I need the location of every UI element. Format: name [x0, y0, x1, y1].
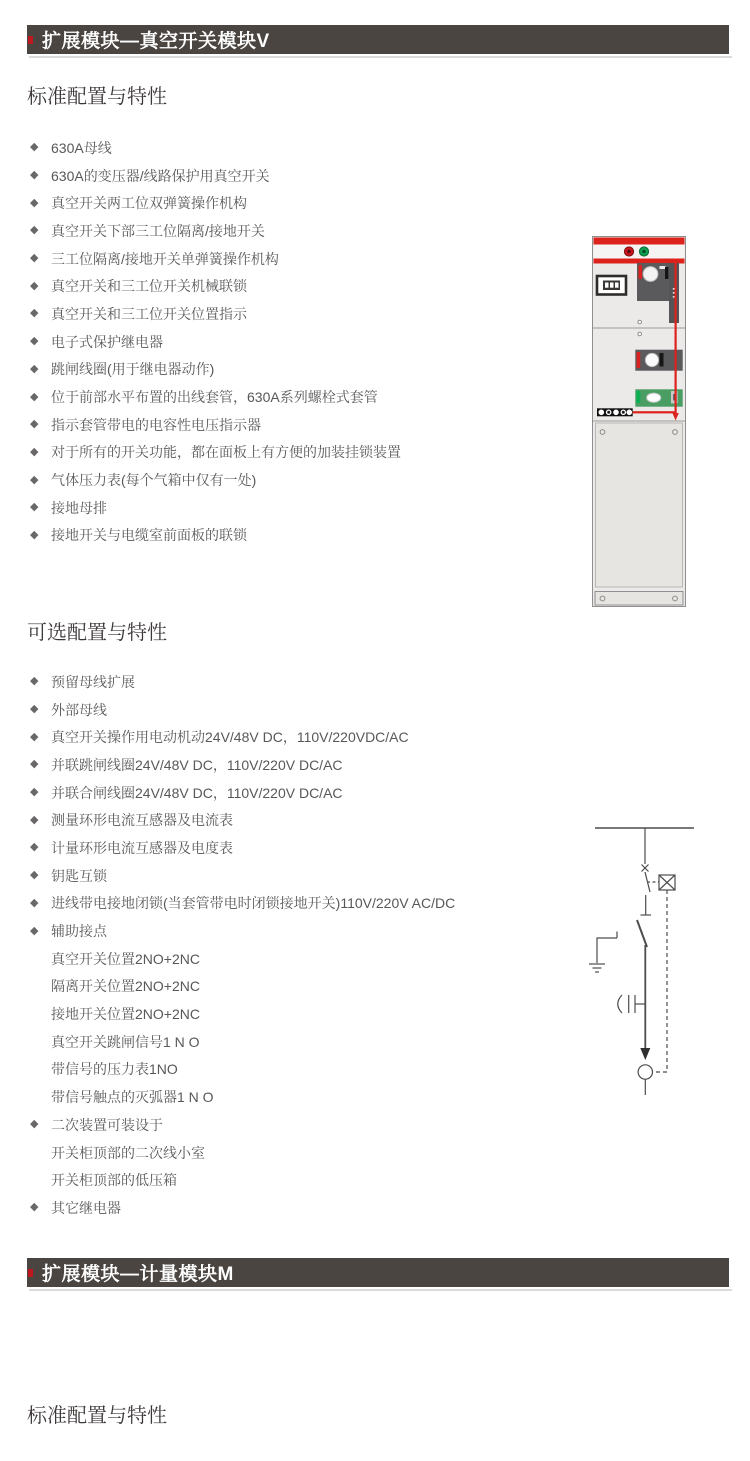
- section-header-title: 扩展模块—计量模块M: [42, 1264, 234, 1285]
- diamond-bullet-icon: ◆: [30, 141, 39, 154]
- feature-subitem: [30, 945, 575, 973]
- feature-item: [30, 1194, 575, 1222]
- feature-subitem: [30, 1056, 575, 1084]
- screw-icon: [638, 320, 642, 324]
- feature-item: [30, 723, 575, 751]
- red-accent-icon: [28, 1269, 33, 1277]
- interlock-dashed-link: [655, 890, 668, 1072]
- feature-item: [30, 668, 575, 696]
- feature-text: 进线带电接地闭锁(当套管带电时闭锁接地开关)110V/220V AC/DC: [51, 895, 456, 912]
- feature-text: 真空开关和三工位开关机械联锁: [51, 278, 247, 295]
- feature-item: [30, 134, 575, 162]
- diamond-bullet-icon: ◆: [30, 1118, 39, 1131]
- diamond-bullet-icon: ◆: [30, 252, 39, 265]
- feature-text: 三工位隔离/接地开关单弹簧操作机构: [51, 250, 279, 267]
- flow-arrow-icon: [640, 1048, 650, 1060]
- disconnector-symbol: [641, 865, 660, 916]
- feature-item: [30, 189, 575, 217]
- diamond-bullet-icon: ◆: [30, 390, 39, 403]
- feature-item: [30, 245, 575, 273]
- indicator-green-icon: [639, 247, 648, 256]
- diamond-bullet-icon: ◆: [30, 924, 39, 937]
- feature-text: 钥匙互锁: [51, 867, 107, 884]
- diamond-bullet-icon: ◆: [30, 786, 39, 799]
- diamond-bullet-icon: ◆: [30, 418, 39, 431]
- section-header-bar-metering-module: [27, 1258, 729, 1287]
- feature-item: [30, 162, 575, 190]
- feature-item: [30, 300, 575, 328]
- cabinet-top-red-bar: [594, 238, 685, 245]
- feature-text: 跳闸线圈(用于继电器动作): [51, 361, 215, 378]
- feature-item: [30, 466, 575, 494]
- feature-text: 带信号的压力表1NO: [51, 1061, 178, 1078]
- feature-text: 计量环形电流互感器及电度表: [51, 839, 233, 856]
- section-header-title: 扩展模块—真空开关模块V: [42, 31, 270, 52]
- feature-text: 并联跳闸线圈24V/48V DC，110V/220V DC/AC: [51, 756, 343, 773]
- current-transformer-symbol: [618, 995, 646, 1013]
- lower-compartment-panel: [596, 423, 683, 587]
- diamond-bullet-icon: ◆: [30, 730, 39, 743]
- feature-subitem: [30, 1000, 575, 1028]
- feature-text: 真空开关和三工位开关位置指示: [51, 305, 247, 322]
- feature-item: [30, 217, 575, 245]
- position-indicator-window: [597, 276, 626, 295]
- feature-text: 630A母线: [51, 139, 112, 156]
- feature-item: [30, 522, 575, 550]
- feature-text: 开关柜顶部的二次线小室: [51, 1144, 205, 1161]
- diamond-bullet-icon: ◆: [30, 869, 39, 882]
- feature-item: [30, 696, 575, 724]
- motor-box-icon: [659, 875, 675, 890]
- diamond-bullet-icon: ◆: [30, 528, 39, 541]
- feature-text: 630A的变压器/线路保护用真空开关: [51, 167, 270, 184]
- diamond-bullet-icon: ◆: [30, 362, 39, 375]
- diamond-bullet-icon: ◆: [30, 896, 39, 909]
- diamond-bullet-icon: ◆: [30, 307, 39, 320]
- feature-text: 真空开关位置2NO+2NC: [51, 950, 200, 967]
- diamond-bullet-icon: ◆: [30, 675, 39, 688]
- feature-item: [30, 779, 575, 807]
- bushing-circle-icon: [638, 1065, 652, 1079]
- feature-text: 位于前部水平布置的出线套管，630A系列螺栓式套管: [51, 389, 378, 406]
- red-accent-icon: [28, 36, 33, 44]
- cabinet-second-red-stripe: [594, 259, 685, 264]
- feature-item: [30, 890, 575, 918]
- feature-text: 隔离开关位置2NO+2NC: [51, 978, 200, 995]
- feature-item: [30, 439, 575, 467]
- diamond-bullet-icon: ◆: [30, 224, 39, 237]
- feature-text: 接地开关位置2NO+2NC: [51, 1006, 200, 1023]
- feature-text: 对于所有的开关功能，都在面板上有方便的加装挂锁装置: [51, 444, 401, 461]
- feature-text: 开关柜顶部的低压箱: [51, 1172, 177, 1189]
- feature-item: [30, 917, 575, 945]
- feature-text: 真空开关操作用电动机动24V/48V DC，110V/220VDC/AC: [51, 729, 409, 746]
- indicator-red-icon: [624, 247, 633, 256]
- feature-text: 预留母线扩展: [51, 673, 135, 690]
- feature-item: [30, 383, 575, 411]
- standard-config-heading: 标准配置与特性: [27, 86, 167, 108]
- diamond-bullet-icon: ◆: [30, 758, 39, 771]
- feature-text: 指示套管带电的电容性电压指示器: [51, 416, 261, 433]
- feature-item: [30, 411, 575, 439]
- feature-item: [30, 272, 575, 300]
- diamond-bullet-icon: ◆: [30, 813, 39, 826]
- feature-text: 带信号触点的灭弧器1 N O: [51, 1089, 214, 1106]
- feature-subitem: [30, 1083, 575, 1111]
- cabinet-base-strip: [595, 592, 683, 606]
- feature-subitem: [30, 1028, 575, 1056]
- diamond-bullet-icon: ◆: [30, 279, 39, 292]
- feature-subitem: [30, 973, 575, 1001]
- feature-subitem: [30, 1139, 575, 1167]
- optional-features-list: [30, 668, 575, 1222]
- standard-features-list: [30, 134, 575, 549]
- breaker-blade: [637, 920, 647, 947]
- switch-module-front-photo: [592, 236, 686, 607]
- diamond-bullet-icon: ◆: [30, 703, 39, 716]
- feature-text: 辅助接点: [51, 923, 107, 940]
- feature-text: 二次装置可装设于: [51, 1116, 163, 1133]
- feature-item: [30, 806, 575, 834]
- feature-text: 真空开关两工位双弹簧操作机构: [51, 195, 247, 212]
- feature-item: [30, 1111, 575, 1139]
- feature-item: [30, 751, 575, 779]
- feature-item: [30, 862, 575, 890]
- feature-item: [30, 328, 575, 356]
- feature-subitem: [30, 1166, 575, 1194]
- feature-item: [30, 494, 575, 522]
- feature-text: 外部母线: [51, 701, 107, 718]
- feature-text: 并联合闸线圈24V/48V DC，110V/220V DC/AC: [51, 784, 343, 801]
- feature-item: [30, 356, 575, 384]
- earth-switch-symbol: [589, 932, 617, 973]
- single-line-diagram: [583, 815, 708, 1105]
- screw-icon: [638, 332, 642, 336]
- diamond-bullet-icon: ◆: [30, 445, 39, 458]
- diamond-bullet-icon: ◆: [30, 1201, 39, 1214]
- section-header-bar-vacuum-module: [27, 25, 729, 54]
- feature-text: 其它继电器: [51, 1199, 121, 1216]
- diamond-bullet-icon: ◆: [30, 196, 39, 209]
- feature-text: 测量环形电流互感器及电流表: [51, 812, 233, 829]
- feature-text: 真空开关跳闸信号1 N O: [51, 1033, 200, 1050]
- feature-text: 真空开关下部三工位隔离/接地开关: [51, 222, 265, 239]
- optional-config-heading: 可选配置与特性: [27, 622, 167, 644]
- feature-text: 接地母排: [51, 499, 107, 516]
- diamond-bullet-icon: ◆: [30, 169, 39, 182]
- feature-text: 接地开关与电缆室前面板的联锁: [51, 527, 247, 544]
- metering-standard-config-heading: 标准配置与特性: [27, 1405, 167, 1427]
- feature-item: [30, 834, 575, 862]
- diamond-bullet-icon: ◆: [30, 501, 39, 514]
- cable-bushing-strip: [597, 408, 633, 416]
- feature-text: 电子式保护继电器: [51, 333, 163, 350]
- feature-text: 气体压力表(每个气箱中仅有一处): [51, 472, 257, 489]
- diamond-bullet-icon: ◆: [30, 841, 39, 854]
- diamond-bullet-icon: ◆: [30, 473, 39, 486]
- diamond-bullet-icon: ◆: [30, 335, 39, 348]
